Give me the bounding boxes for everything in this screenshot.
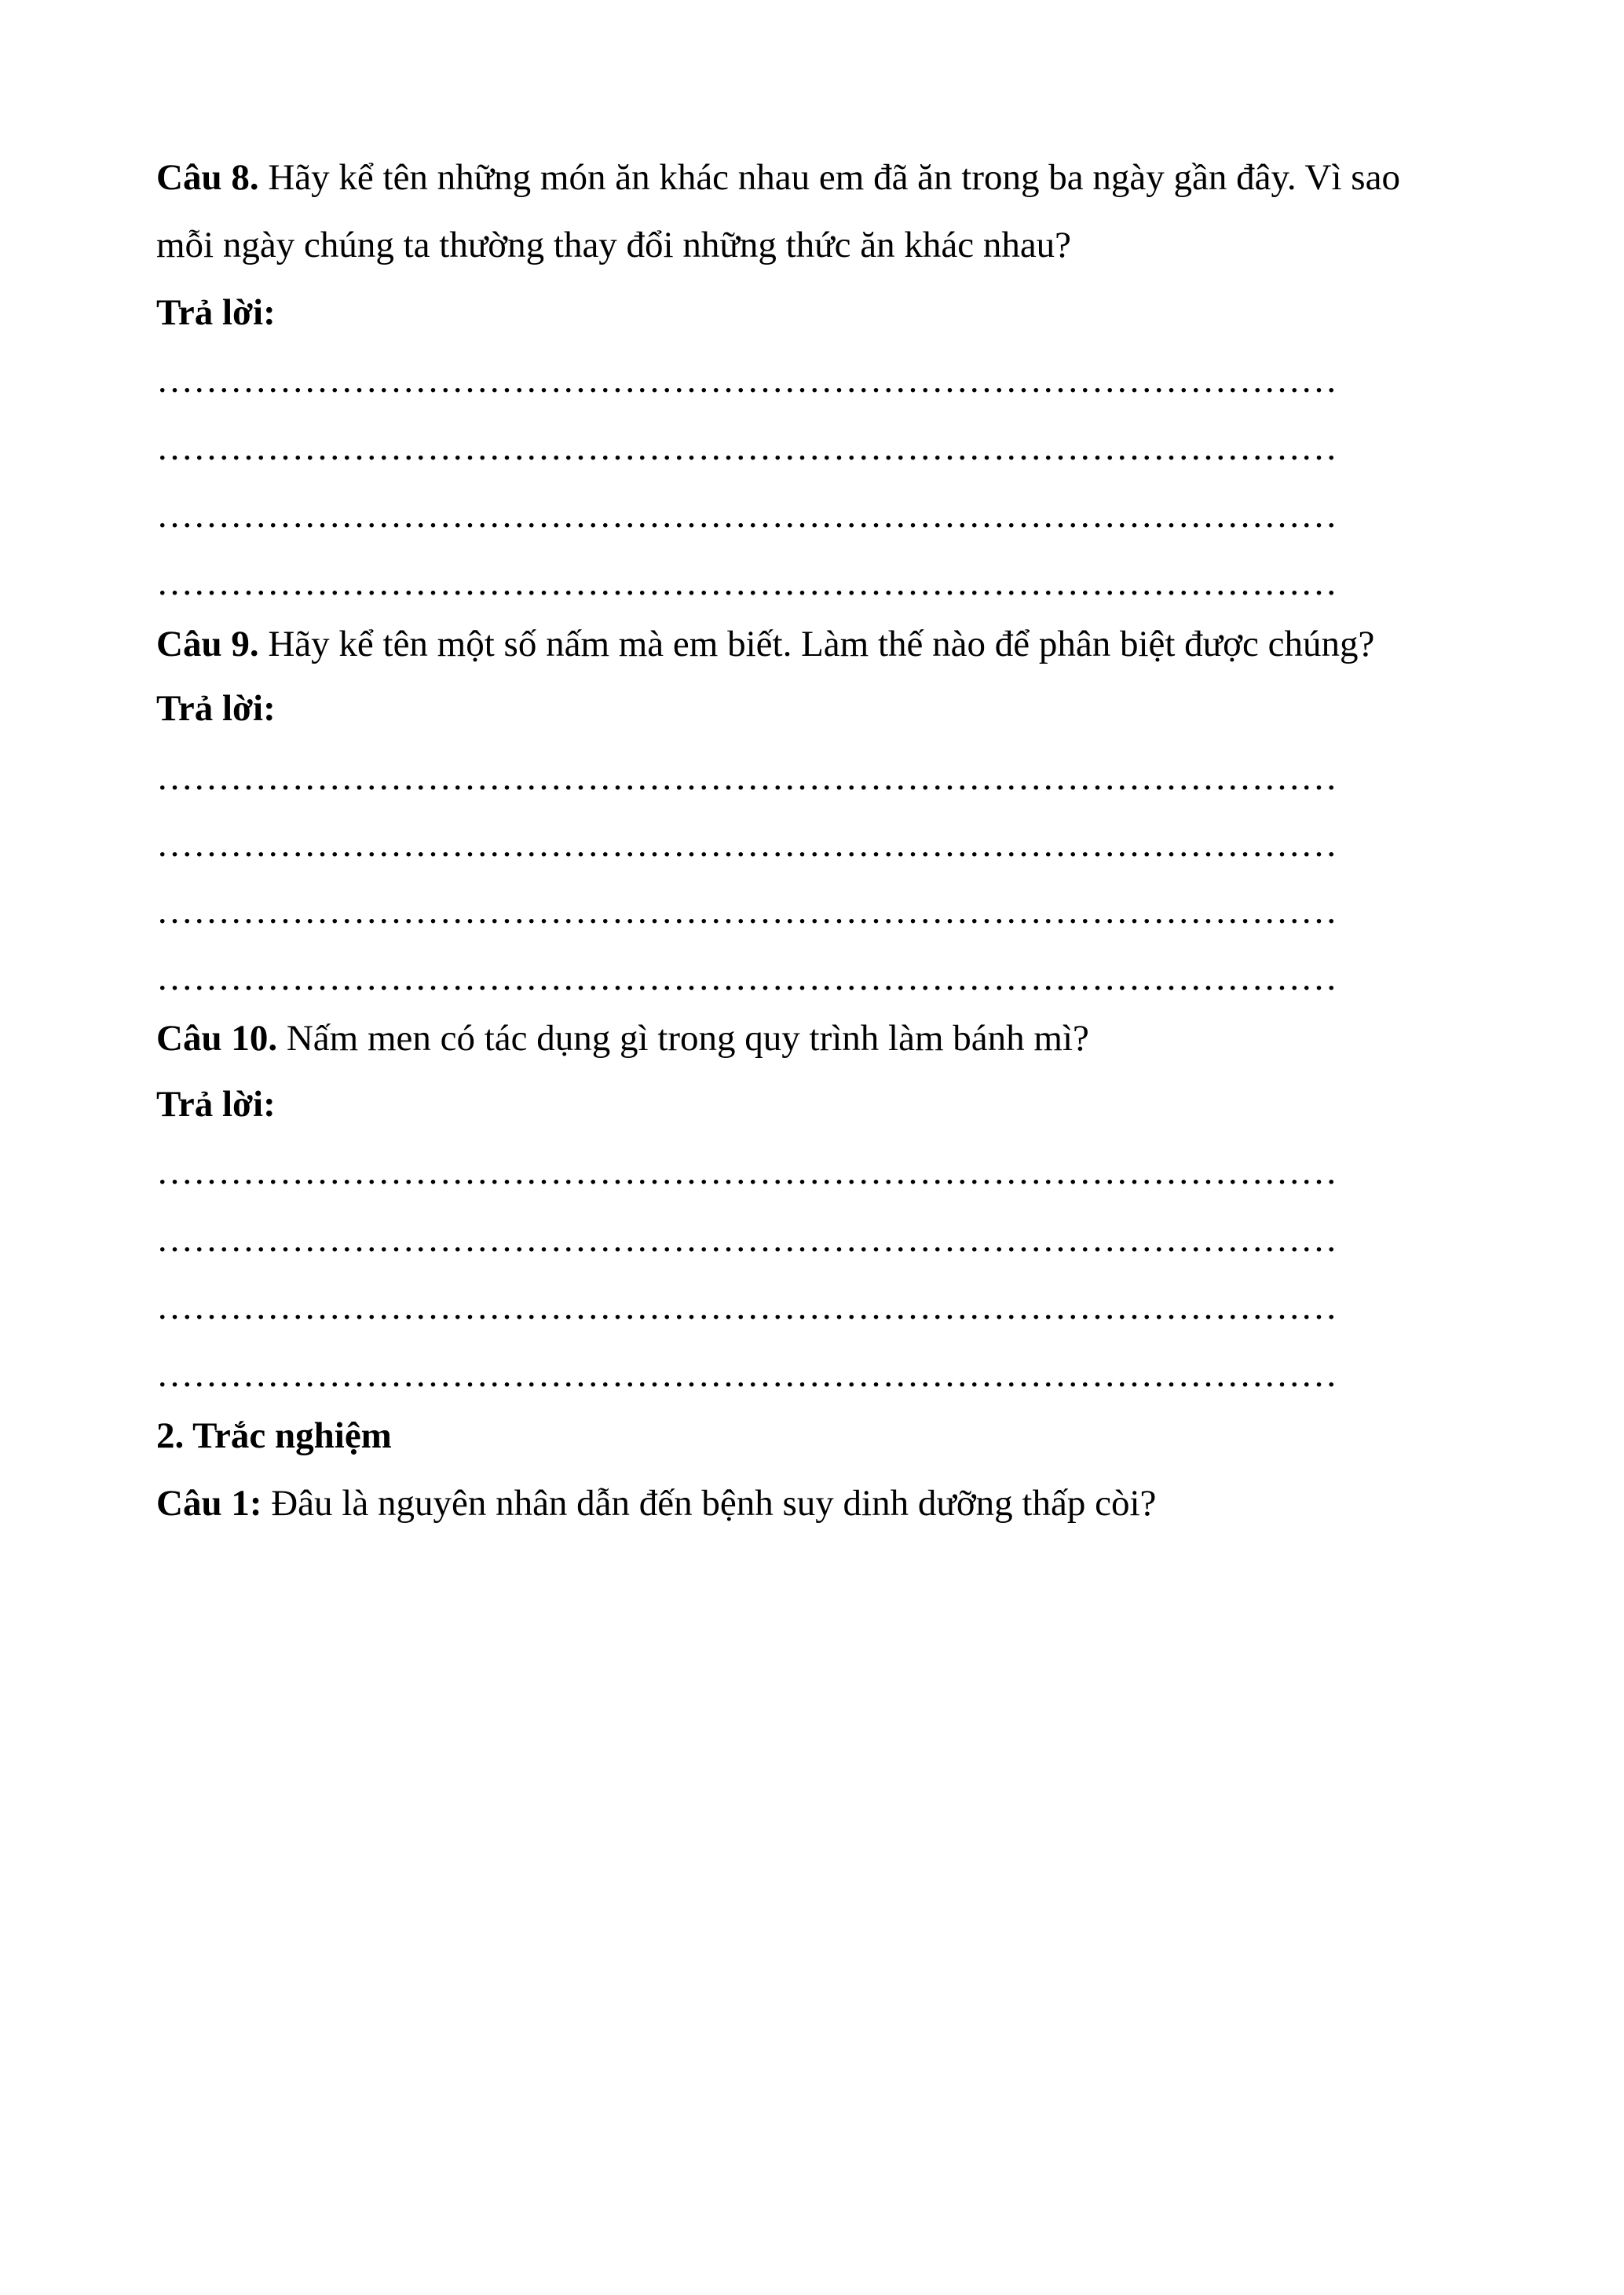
- mc-question-1-line: [156, 1480, 1156, 1527]
- question-10-line: [156, 1015, 1089, 1062]
- answer-line: ……………………………………………………………………………………: [156, 757, 1337, 798]
- question-8-line-2: mỗi ngày chúng ta thường thay đổi những thức ăn khác nhau?: [156, 225, 1072, 265]
- question-9-text: Hãy kể tên một số nấm mà em biết. Làm thế nào để phân biệt được chúng?: [258, 624, 1375, 664]
- question-9-label: Câu 9.: [156, 624, 259, 664]
- question-8-line-1: [156, 154, 1400, 201]
- question-8-answer-label: Trả lời:: [156, 292, 276, 333]
- question-10-label: Câu 10.: [156, 1018, 278, 1059]
- answer-line: ……………………………………………………………………………………: [156, 1151, 1337, 1192]
- question-8-text: Hãy kể tên những món ăn khác nhau em đã ăn trong ba ngày gần đây. Vì sao: [258, 157, 1400, 198]
- mc-question-1-text: Đâu là nguyên nhân dẫn đến bệnh suy dinh dưỡng thấp còi?: [262, 1483, 1157, 1524]
- answer-line: ……………………………………………………………………………………: [156, 957, 1337, 998]
- question-9-answer-label: Trả lời:: [156, 688, 276, 729]
- mc-question-1-label: Câu 1:: [156, 1483, 262, 1524]
- question-10-text: Nấm men có tác dụng gì trong quy trình làm bánh mì?: [277, 1018, 1089, 1059]
- answer-line: ……………………………………………………………………………………: [156, 891, 1337, 932]
- question-9-line: [156, 620, 1374, 668]
- answer-line: ……………………………………………………………………………………: [156, 1287, 1337, 1327]
- section-2-heading: 2. Trắc nghiệm: [156, 1415, 392, 1456]
- question-10-answer-label: Trả lời:: [156, 1084, 276, 1125]
- question-8-label: Câu 8.: [156, 157, 259, 198]
- answer-line: ……………………………………………………………………………………: [156, 360, 1337, 401]
- answer-line: ……………………………………………………………………………………: [156, 1354, 1337, 1395]
- answer-line: ……………………………………………………………………………………: [156, 1219, 1337, 1260]
- answer-line: ……………………………………………………………………………………: [156, 495, 1337, 536]
- answer-line: ……………………………………………………………………………………: [156, 562, 1337, 603]
- answer-line: ……………………………………………………………………………………: [156, 427, 1337, 468]
- answer-line: ……………………………………………………………………………………: [156, 824, 1337, 865]
